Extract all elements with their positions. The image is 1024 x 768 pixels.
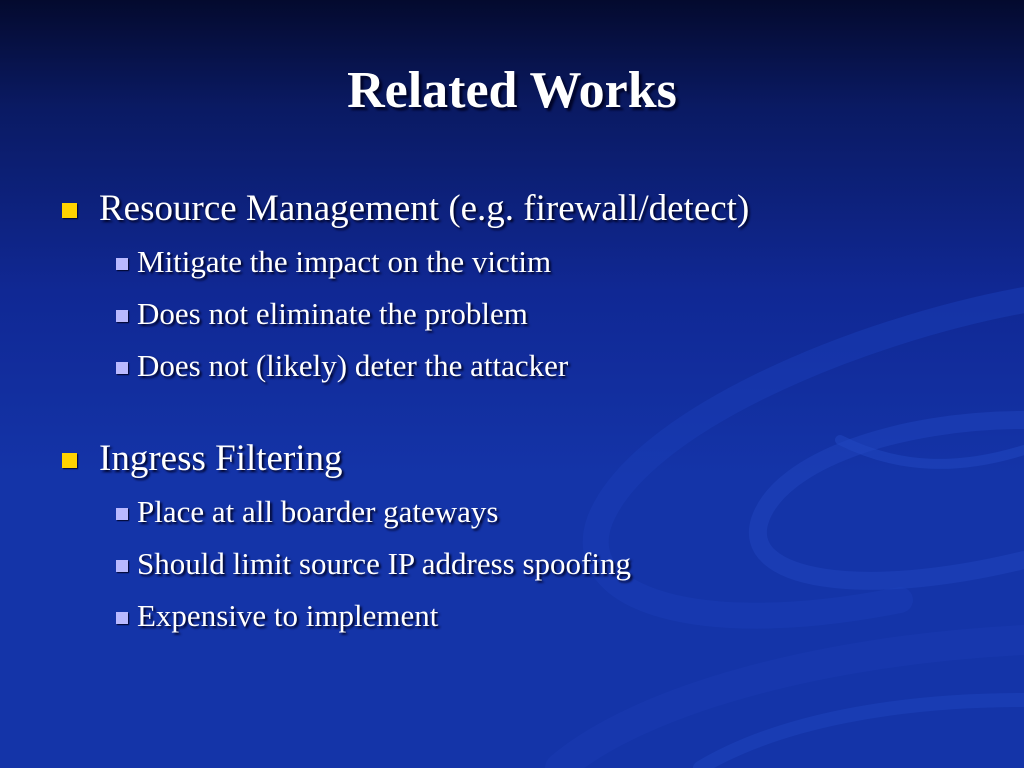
sub-bullet-text: Does not (likely) deter the attacker xyxy=(137,348,569,383)
square-sub-bullet-icon xyxy=(116,362,128,374)
square-sub-bullet-icon xyxy=(116,508,128,520)
sub-bullet-list xyxy=(116,236,749,392)
sub-bullet-text: Should limit source IP address spoofing xyxy=(137,546,631,581)
square-bullet-icon xyxy=(62,203,77,218)
bullet-level1 xyxy=(62,186,749,232)
sub-bullet xyxy=(116,538,749,590)
square-sub-bullet-icon xyxy=(116,258,128,270)
sub-bullet xyxy=(116,288,749,340)
slide-title: Related Works xyxy=(347,62,677,119)
sub-bullet-text: Does not eliminate the problem xyxy=(137,296,528,331)
bullet-list xyxy=(62,186,749,642)
square-sub-bullet-icon xyxy=(116,560,128,572)
sub-bullet-text: Mitigate the impact on the victim xyxy=(137,244,552,279)
bullet-group-ingress-filtering xyxy=(62,436,749,642)
square-sub-bullet-icon xyxy=(116,310,128,322)
bullet-text: Resource Management (e.g. firewall/detect) xyxy=(99,188,750,229)
bullet-level1 xyxy=(62,436,749,482)
bullet-text: Ingress Filtering xyxy=(99,438,343,479)
sub-bullet xyxy=(116,486,749,538)
sub-bullet-text: Place at all boarder gateways xyxy=(137,494,499,529)
square-bullet-icon xyxy=(62,453,77,468)
sub-bullet-list xyxy=(116,486,749,642)
sub-bullet-text: Expensive to implement xyxy=(137,598,439,633)
square-sub-bullet-icon xyxy=(116,612,128,624)
sub-bullet xyxy=(116,236,749,288)
sub-bullet xyxy=(116,590,749,642)
sub-bullet xyxy=(116,340,749,392)
bullet-group-resource-management xyxy=(62,186,749,392)
